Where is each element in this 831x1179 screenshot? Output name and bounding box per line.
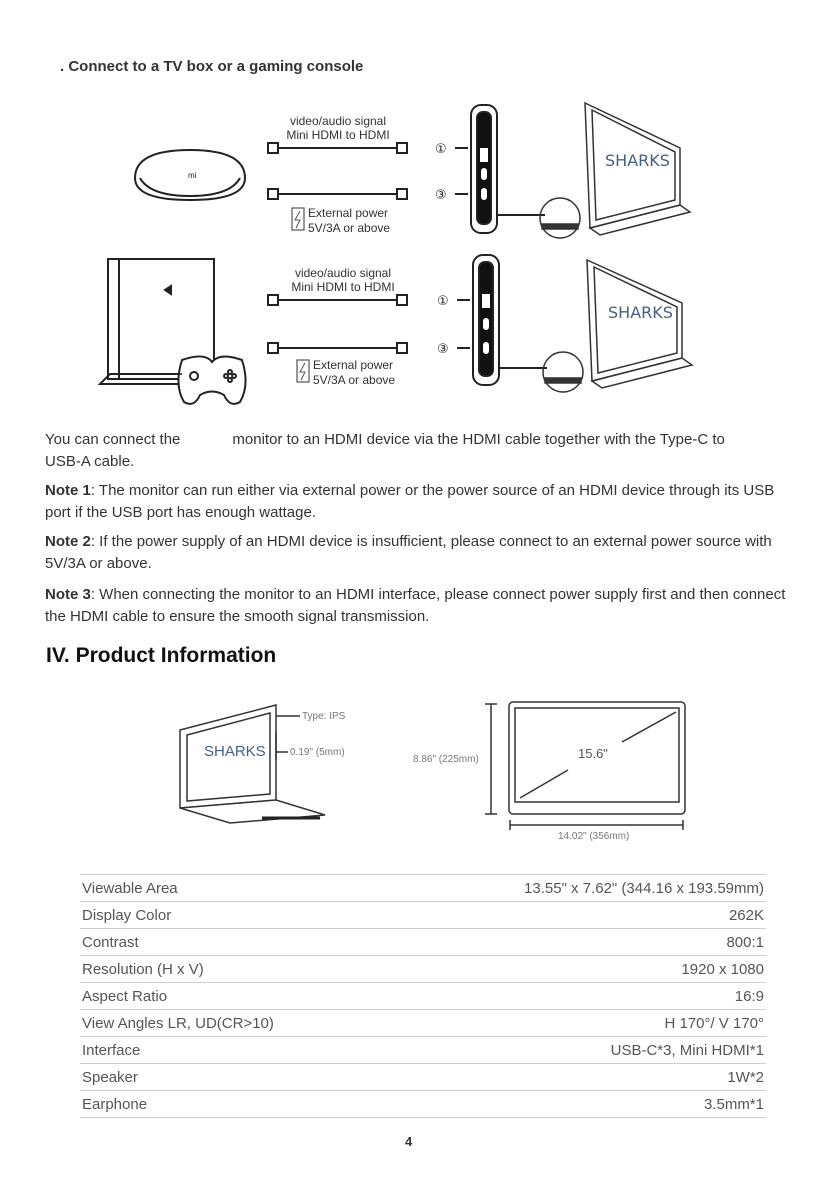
spec-label: Interface xyxy=(80,1037,386,1064)
width-label: 14.02" (356mm) xyxy=(558,831,630,842)
port-3-label-row1: ③ xyxy=(435,187,447,202)
intro-text-a: You can connect the xyxy=(45,431,181,448)
note-2-label: Note 2 xyxy=(45,533,91,550)
spec-label: View Angles LR, UD(CR>10) xyxy=(80,1010,386,1037)
power-spec-row1: 5V/3A or above xyxy=(308,221,391,235)
hdmi-cable-row1 xyxy=(268,143,407,153)
note-2 xyxy=(45,531,790,575)
cable-label-row2: Mini HDMI to HDMI xyxy=(291,280,395,294)
spec-value: USB-C*3, Mini HDMI*1 xyxy=(386,1037,767,1064)
table-row xyxy=(80,983,766,1010)
intro-paragraph xyxy=(45,429,790,473)
power-icon-row1 xyxy=(292,208,304,230)
spec-value: 3.5mm*1 xyxy=(386,1091,767,1118)
usb-c-cable-row2 xyxy=(268,343,407,353)
note-3 xyxy=(45,584,790,628)
spec-value: H 170°/ V 170° xyxy=(386,1010,767,1037)
spec-value: 262K xyxy=(386,902,767,929)
power-label-row2: External power xyxy=(313,358,394,372)
brand-logo-product: SHARKS xyxy=(204,743,266,760)
table-row xyxy=(80,1010,766,1037)
spec-label: Earphone xyxy=(80,1091,386,1118)
signal-label-row2: video/audio signal xyxy=(294,266,392,280)
product-info-heading: IV. Product Information xyxy=(46,644,277,667)
spec-value: 16:9 xyxy=(386,983,767,1010)
monitor-illustration-row2 xyxy=(543,260,692,392)
gamepad-illustration xyxy=(178,356,245,403)
hdmi-cable-row2 xyxy=(268,295,407,305)
power-icon-row2 xyxy=(297,360,309,382)
panel-type-label: Type: IPS xyxy=(302,711,346,722)
spec-label: Viewable Area xyxy=(80,875,386,902)
monitor-angle-illustration xyxy=(180,705,325,823)
product-dimensions-diagram xyxy=(0,690,831,850)
monitor-front-illustration xyxy=(485,702,685,830)
connection-diagram xyxy=(0,0,831,420)
spec-value: 1920 x 1080 xyxy=(386,956,767,983)
port-3-label-row2: ③ xyxy=(437,341,449,356)
table-row xyxy=(80,902,766,929)
diagonal-label: 15.6" xyxy=(578,746,608,761)
port-1-label-row2: ① xyxy=(437,293,449,308)
table-row xyxy=(80,929,766,956)
spec-label: Speaker xyxy=(80,1064,386,1091)
table-row xyxy=(80,956,766,983)
section-title: . Connect to a TV box or a gaming console xyxy=(60,58,364,75)
spec-value: 800:1 xyxy=(386,929,767,956)
intro-text-c: USB-A cable. xyxy=(45,453,135,470)
note-3-text: : When connecting the monitor to an HDMI interface, please connect power supply first and then connect the HDMI cable to ensure the smooth signal transmission. xyxy=(45,586,786,625)
specs-table xyxy=(80,874,766,1118)
brand-logo-row2: SHARKS xyxy=(608,303,673,322)
table-row xyxy=(80,875,766,902)
usb-c-cable-row1 xyxy=(268,189,407,199)
signal-label-row1: video/audio signal xyxy=(289,114,387,128)
monitor-illustration-row1 xyxy=(540,103,690,238)
intro-text-b: monitor to an HDMI device via the HDMI cable together with the Type-C to xyxy=(232,431,725,448)
table-row xyxy=(80,1037,766,1064)
power-spec-row2: 5V/3A or above xyxy=(313,373,396,387)
spec-label: Display Color xyxy=(80,902,386,929)
spec-value: 1W*2 xyxy=(386,1064,767,1091)
cable-label-row1: Mini HDMI to HDMI xyxy=(286,128,390,142)
monitor-side-ports-row1 xyxy=(455,105,545,233)
brand-logo-row1: SHARKS xyxy=(605,151,670,170)
note-1 xyxy=(45,480,790,524)
height-label: 8.86" (225mm) xyxy=(413,754,479,765)
spec-label: Resolution (H x V) xyxy=(80,956,386,983)
power-label-row1: External power xyxy=(308,206,389,220)
monitor-side-ports-row2 xyxy=(457,255,547,385)
spec-value: 13.55" x 7.62" (344.16 x 193.59mm) xyxy=(386,875,767,902)
table-row xyxy=(80,1064,766,1091)
spec-label: Contrast xyxy=(80,929,386,956)
note-1-label: Note 1 xyxy=(45,482,91,499)
page-number: 4 xyxy=(405,1134,413,1149)
note-1-text: : The monitor can run either via external power or the power source of an HDMI device through its USB port if the USB port has enough wattage. xyxy=(45,482,775,521)
spec-label: Aspect Ratio xyxy=(80,983,386,1010)
port-1-label-row1: ① xyxy=(435,141,447,156)
tv-box-logo: mi xyxy=(188,171,197,180)
note-2-text: : If the power supply of an HDMI device is insufficient, please connect to an external power source with 5V/3A or above. xyxy=(45,533,772,572)
note-3-label: Note 3 xyxy=(45,586,91,603)
table-row xyxy=(80,1091,766,1118)
thickness-label: 0.19" (5mm) xyxy=(290,747,345,758)
